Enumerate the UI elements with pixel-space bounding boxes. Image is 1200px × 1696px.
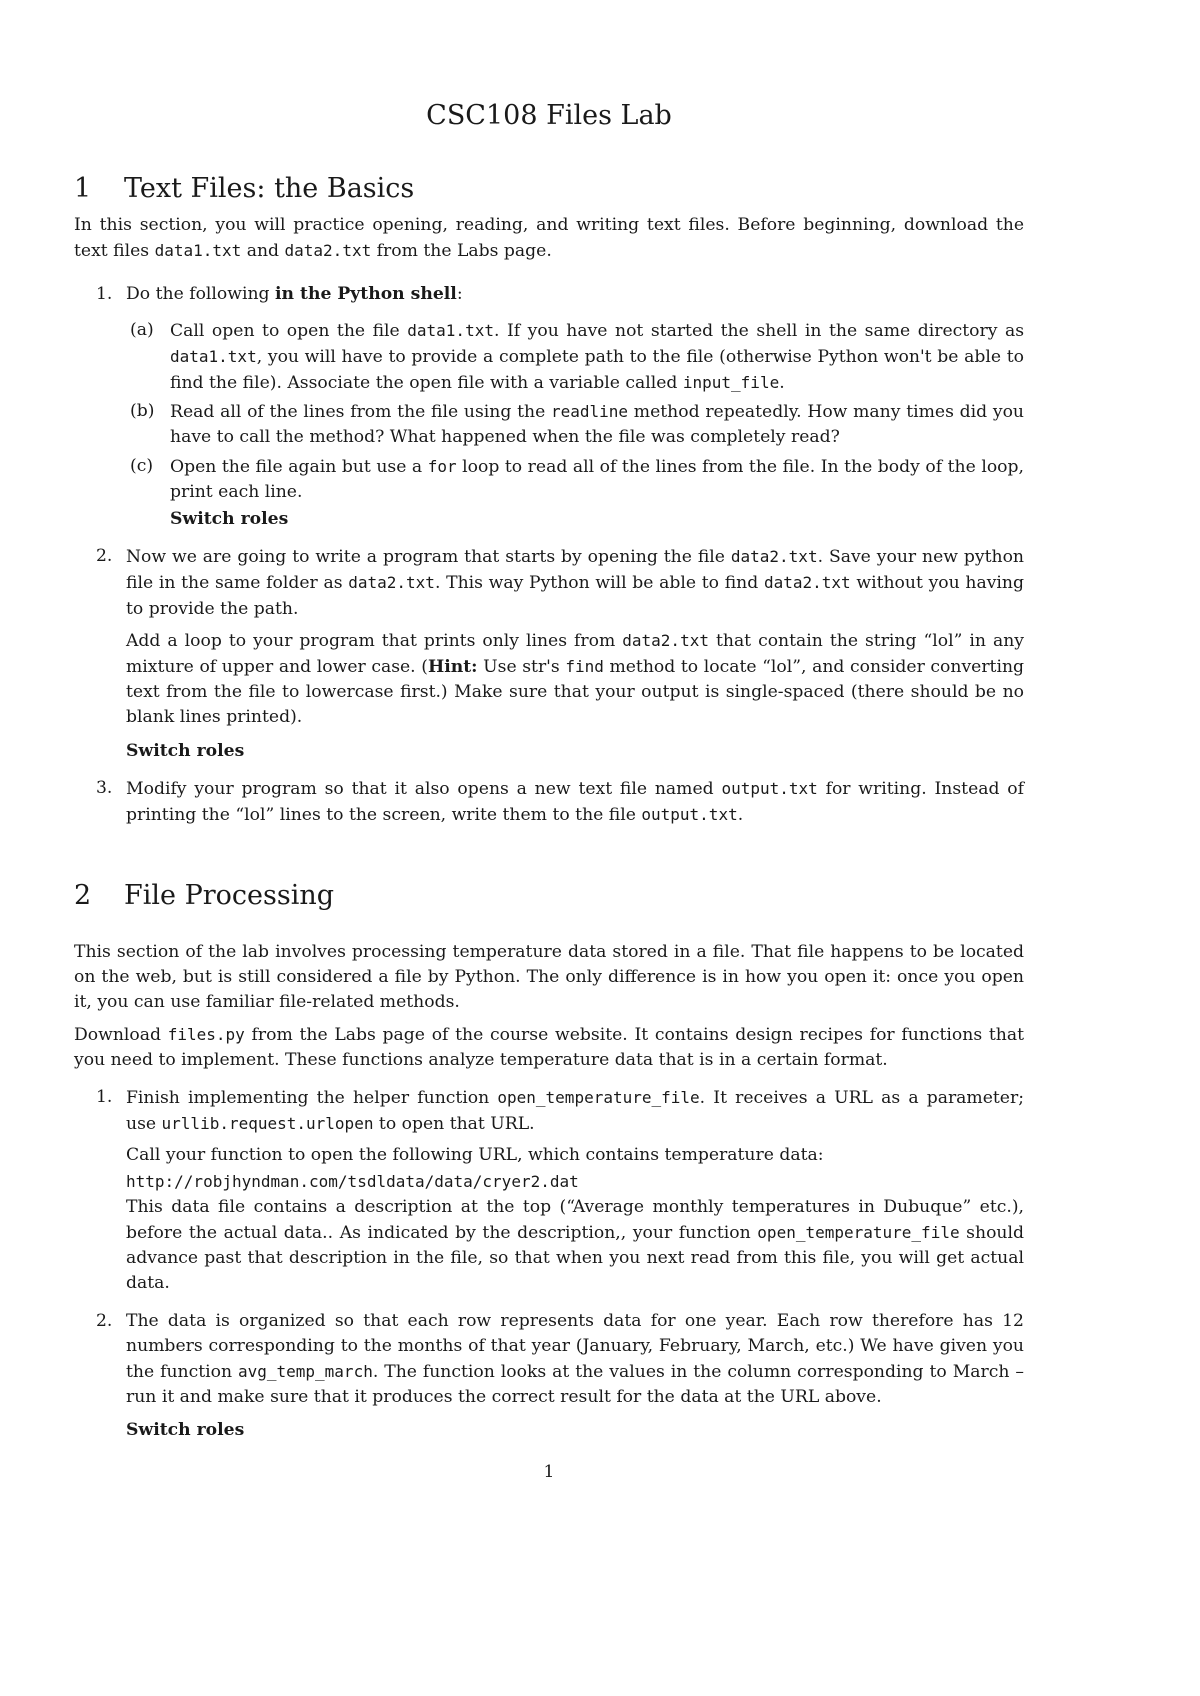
code: input_file [682,373,780,393]
code: urllib.request.urlopen [161,1114,374,1134]
text: Open the file again but use a [170,456,428,477]
text: Modify your program so that it also opens a new text file named [126,778,722,799]
item-number: 1. [96,1087,113,1108]
code: readline [551,402,629,422]
list-item [74,282,1024,532]
text: Add a loop to your program that prints only lines from [126,630,623,651]
section-2-list [74,1085,1024,1444]
item-paragraph [126,1143,1024,1296]
section-1-list [74,282,1024,828]
text: . If you have not started the shell in the same directory as [493,320,1025,341]
sub-item [126,399,1024,450]
sub-item-text [170,454,1024,505]
text: Download [74,1024,168,1045]
section-2-download-note [74,1022,1024,1073]
list-item [74,1085,1024,1297]
code: data2.txt [622,630,709,650]
text: The data is organized so that each row represents data for one year. Each row therefore has 12 numbers corresponding to the months of that year (January, February, March, etc.) We have given you the function [126,1310,1024,1383]
section-1-intro [74,213,1024,264]
section-2-intro: This section of the lab involves processing temperature data stored in a file. That file happens to be located on the web, but is still considered a file by Python. The only difference is in how you open it: once you open it, you can use familiar file-related methods. [74,942,1024,1013]
sub-item [126,318,1024,397]
item-number: 3. [96,777,113,798]
sub-item-label: (a) [130,319,154,340]
item-paragraph [126,544,1024,622]
text: : [456,284,463,305]
code: find [565,657,604,677]
section-number: 1 [74,173,92,204]
item-lead [126,282,1024,307]
sub-item [126,454,1024,533]
bold-text: in the Python shell [275,284,457,305]
text: Finish implementing the helper function [126,1088,498,1109]
item-paragraph [126,776,1024,828]
text: This data file contains a description at the top (“Average monthly temperatures in Dubuque” etc.), before the actual data.. As indicated by the description,, your function [126,1196,1024,1244]
text: method repeatedly. How many times did you have to call the method? What happened when the file was completely read? [170,402,1024,448]
code: output.txt [721,778,818,798]
sub-list [126,318,1024,533]
section-title: File Processing [124,880,335,911]
text: . [737,805,744,826]
item-number: 1. [96,284,113,305]
text: to open that URL. [373,1114,535,1135]
sub-item-text [170,399,1024,450]
item-number: 2. [96,1310,113,1331]
text: In this section, you will practice opening, reading, and writing text files. Before beginning, download the text files [74,215,1024,262]
section-number: 2 [74,880,92,911]
page-number: 1 [543,1462,555,1482]
list-item [74,776,1024,828]
code: avg_temp_march [237,1362,373,1382]
text: loop to read all of the lines from the file. In the body of the loop, print each line. [170,456,1024,502]
item-paragraph [126,1309,1024,1411]
text: and [241,241,285,262]
text: . It receives a URL as a parameter; use [126,1088,1024,1135]
text: Now we are going to write a program that starts by opening the file [126,547,731,568]
document-title: CSC108 Files Lab [426,100,672,131]
section-2-heading [74,880,1024,911]
switch-roles-note: Switch roles [126,740,245,761]
text: should advance past that description in the file, so that when you next read from this file, you will get actual data. [126,1223,1024,1294]
code: open_temperature_file [497,1088,700,1108]
hint-label: Hint: [427,657,478,678]
text: Read all of the lines from the file using the [170,402,551,423]
text: . Save your new python file in the same folder as [126,547,1025,594]
text: Call open to open the file [170,320,408,341]
text: Use str's [477,657,566,678]
sub-item-text [170,318,1024,397]
list-item [74,1309,1024,1444]
text: without you having to provide the path. [126,573,1024,619]
section-1-body [74,213,1024,828]
code: data2.txt [284,241,372,261]
text: . The function looks at the values in the column corresponding to March – run it and make sure that it produces the correct result for the data at the URL above. [126,1362,1024,1408]
switch-roles-note: Switch roles [170,509,289,530]
code: data1.txt [407,320,494,340]
code: data2.txt [348,573,435,593]
section-title: Text Files: the Basics [124,173,415,204]
text: Call your function to open the following URL, which contains temperature data: [126,1145,824,1166]
text: from the Labs page. [371,241,552,262]
code: data2.txt [730,547,818,567]
text: that contain the string “lol” in any mixture of upper and lower case. ( [126,630,1024,678]
sub-item-label: (c) [130,455,154,476]
switch-roles-note: Switch roles [126,1420,245,1441]
item-paragraph [126,628,1024,731]
text: . This way Python will be able to find [434,573,764,594]
text: for writing. Instead of printing the “lol” lines to the screen, write them to the file [126,778,1024,826]
sub-item-label: (b) [130,401,155,422]
item-paragraph [126,1085,1024,1137]
code: data1.txt [154,241,242,261]
code: data2.txt [763,573,851,593]
text: Do the following [126,284,275,305]
section-1-heading [74,173,1024,204]
text: from the Labs page of the course website. It contains design recipes for functions that you need to implement. These functions analyze temperature data that is in a certain format. [74,1024,1024,1070]
item-number: 2. [96,546,113,567]
code: data1.txt [170,346,257,366]
list-item [74,544,1024,764]
section-2-body [74,940,1024,1444]
code: files.py [167,1024,245,1044]
text: method to locate “lol”, and consider converting text from the file to lowercase first.) Make sure that your output is single-spaced (there should be no blank lines printed). [126,657,1025,728]
text: . [779,373,785,394]
code: open_temperature_file [757,1223,960,1243]
text: , you will have to provide a complete path to the file (otherwise Python won't be able to find the file). Associate the open file with a variable called [170,346,1024,394]
code: for [427,456,457,476]
temperature-data-url: http://robjhyndman.com/tsdldata/data/cryer2.dat [126,1171,579,1191]
code: output.txt [641,805,738,825]
